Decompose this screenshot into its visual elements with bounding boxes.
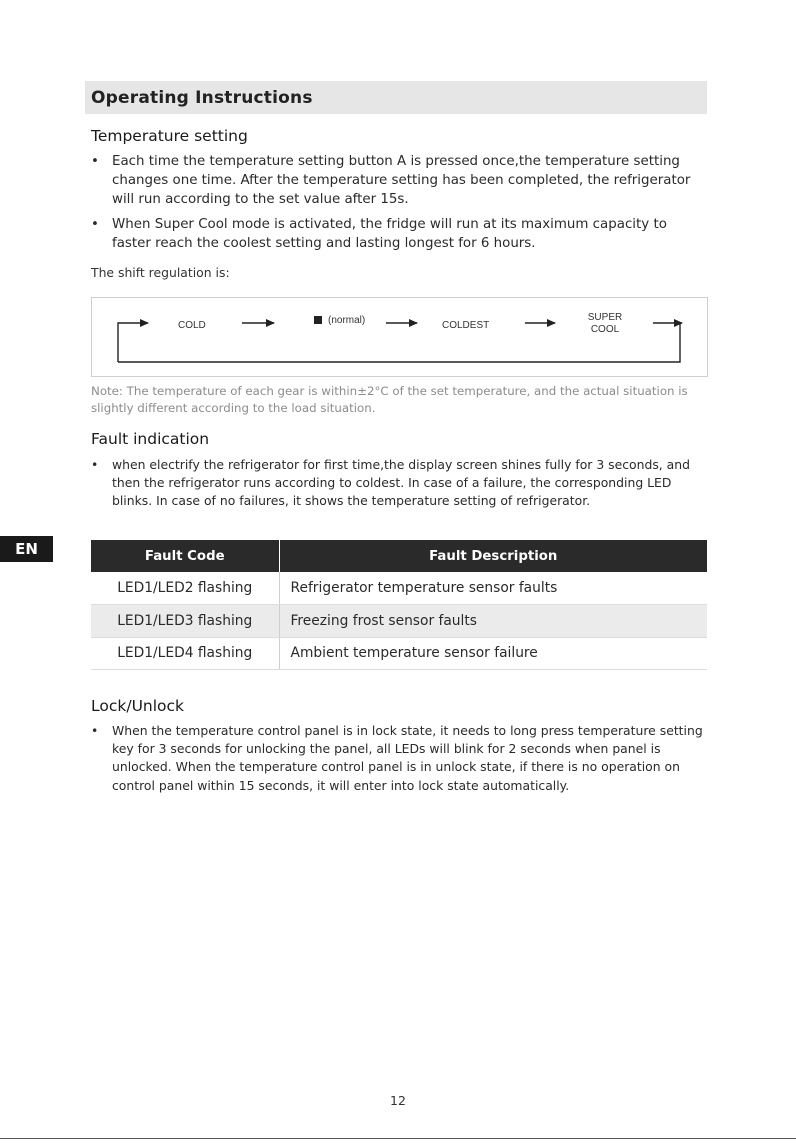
lock-bullet xyxy=(91,722,711,795)
fault-code-cell: LED1/LED4 flashing xyxy=(91,637,279,670)
fault-bullet xyxy=(91,456,711,511)
table-row xyxy=(91,637,707,670)
fault-description-header: Fault Description xyxy=(279,540,707,572)
fault-code-header: Fault Code xyxy=(91,540,279,572)
bullet-text: when electrify the refrigerator for first time,the display screen shines fully for 3 seconds, and then the refrigerator runs according to coldest. In case of a failure, the corresponding LED blinks. In case of no failures, it shows the temperature setting of refrigerator. xyxy=(112,457,690,509)
section-header-bar xyxy=(85,81,707,114)
lock-unlock-heading: Lock/Unlock xyxy=(91,697,185,715)
cold-label: COLD xyxy=(178,320,206,331)
square-icon xyxy=(314,316,322,324)
language-tab-en: EN xyxy=(0,536,53,562)
table-header-row xyxy=(91,540,707,572)
shift-regulation-text: The shift regulation is: xyxy=(91,265,230,280)
bottom-divider xyxy=(0,1138,796,1139)
super-label-line1: SUPER xyxy=(587,312,623,323)
bullet-dot: • xyxy=(91,457,99,472)
fault-code-cell: LED1/LED3 flashing xyxy=(91,605,279,638)
shift-regulation-diagram xyxy=(91,297,708,377)
bullet-text: Each time the temperature setting button A is pressed once,the temperature setting changes one time. After the temperature setting has been completed, the refrigerator will run according to the set value after 15s. xyxy=(112,154,691,207)
normal-label xyxy=(314,315,365,326)
super-cool-label xyxy=(585,312,625,336)
normal-label-text: (normal) xyxy=(328,315,366,326)
section-title: Operating Instructions xyxy=(91,88,313,108)
fault-indication-heading: Fault indication xyxy=(91,430,210,448)
fault-description-cell: Refrigerator temperature sensor faults xyxy=(279,572,707,605)
page-number: 12 xyxy=(390,1093,406,1108)
temperature-bullet-2 xyxy=(91,215,691,253)
return-arrow-start xyxy=(118,323,148,362)
fault-description-cell: Ambient temperature sensor failure xyxy=(279,637,707,670)
bullet-dot: • xyxy=(91,154,99,169)
bullet-dot: • xyxy=(91,723,99,738)
super-label-line2: COOL xyxy=(590,324,620,335)
cycle-arrows xyxy=(92,298,709,378)
table-row xyxy=(91,605,707,638)
fault-description-cell: Freezing frost sensor faults xyxy=(279,605,707,638)
fault-code-cell: LED1/LED2 flashing xyxy=(91,572,279,605)
bullet-text: When the temperature control panel is in lock state, it needs to long press temperature setting key for 3 seconds for unlocking the panel, all LEDs will blink for 2 seconds when panel is unlocked. When the temperature control panel is in unlock state, if there is no operation on control panel within 15 seconds, it will enter into lock state automatically. xyxy=(112,723,703,793)
temperature-setting-heading: Temperature setting xyxy=(91,127,248,145)
coldest-label: COLDEST xyxy=(442,320,490,331)
temperature-bullet-1 xyxy=(91,152,701,209)
temperature-note: Note: The temperature of each gear is within±2°C of the set temperature, and the actual situation is slightly different according to the load situation. xyxy=(91,384,688,415)
bullet-text: When Super Cool mode is activated, the fridge will run at its maximum capacity to faster reach the coolest setting and lasting longest for 6 hours. xyxy=(112,217,667,251)
bullet-dot: • xyxy=(91,217,99,232)
table-row xyxy=(91,572,707,605)
fault-table xyxy=(91,540,707,670)
